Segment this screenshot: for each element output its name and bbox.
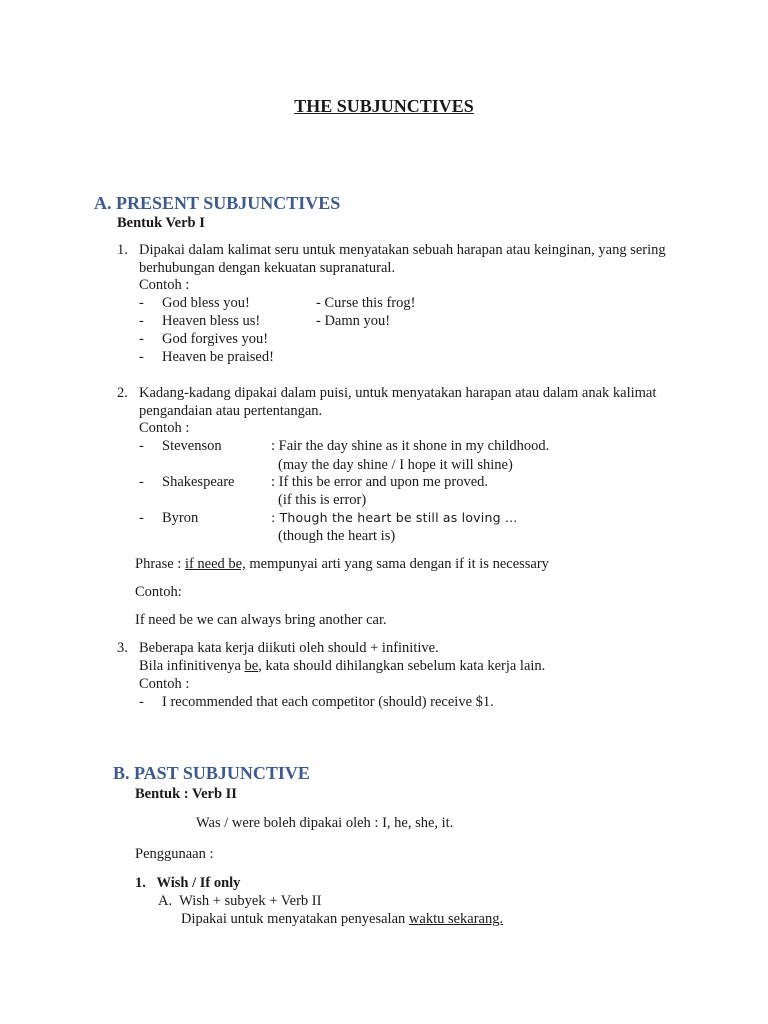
- section-a-form: Bentuk Verb I: [117, 215, 205, 231]
- poet-name-2: Shakespeare: [162, 474, 235, 490]
- usage-item-1a: A. Wish + subyek + Verb II: [158, 893, 322, 909]
- item1-example-1a: God bless you!: [162, 295, 250, 311]
- item3-line2-term: be: [244, 658, 259, 674]
- item3-line2-pre: Bila infinitivenya: [139, 658, 245, 674]
- item2-number: 2.: [117, 385, 128, 401]
- item1-example-3: God forgives you!: [162, 331, 269, 347]
- item3-line2-post: , kata should dihilangkan sebelum kata kerja lain.: [258, 658, 546, 674]
- item2-line2: pengandaian atau pertentangan.: [139, 403, 323, 419]
- item1-example-1b: - Curse this frog!: [316, 295, 416, 311]
- phrase-meaning: mempunyai arti yang sama dengan if it is necessary: [245, 556, 549, 572]
- item1-example-2b: - Damn you!: [316, 313, 391, 329]
- item3-example: I recommended that each competitor (should) receive $1.: [162, 694, 494, 710]
- was-were-note: Was / were boleh dipakai oleh : I, he, she, it.: [196, 815, 454, 831]
- poet-note-1: (may the day shine / I hope it will shine): [278, 457, 513, 473]
- page-title: THE SUBJUNCTIVES: [294, 96, 474, 116]
- usage-label: Penggunaan :: [135, 846, 214, 862]
- item2-contoh: Contoh :: [139, 420, 190, 436]
- item1-number: 1.: [117, 242, 128, 258]
- usage-item-1: 1. Wish / If only: [135, 875, 241, 891]
- usage-desc-pre: Dipakai untuk menyatakan penyesalan: [181, 911, 409, 927]
- item1-contoh: Contoh :: [139, 277, 190, 293]
- section-a-heading: A. PRESENT SUBJUNCTIVES: [94, 193, 341, 213]
- bullet-dash: -: [139, 474, 144, 490]
- bullet-dash: -: [139, 349, 144, 365]
- item3-number: 3.: [117, 640, 128, 656]
- section-b-heading: B. PAST SUBJUNCTIVE: [113, 763, 310, 783]
- bullet-dash: -: [139, 438, 144, 454]
- item2-line1: Kadang-kadang dipakai dalam puisi, untuk menyatakan harapan atau dalam anak kalimat: [139, 385, 657, 401]
- item1-example-2a: Heaven bless us!: [162, 313, 261, 329]
- item3-line1: Beberapa kata kerja diikuti oleh should + infinitive.: [139, 640, 439, 656]
- item1-example-4: Heaven be praised!: [162, 349, 274, 365]
- item1-line1: Dipakai dalam kalimat seru untuk menyatakan sebuah harapan atau keinginan, yang sering: [139, 242, 666, 258]
- phrase-label: Phrase :: [135, 556, 185, 572]
- phrase-line: [135, 555, 549, 573]
- item3-contoh: Contoh :: [139, 676, 190, 692]
- usage-item-1a-desc: [181, 910, 503, 928]
- bullet-dash: -: [139, 694, 144, 710]
- poet-name-1: Stevenson: [162, 438, 222, 454]
- poet-quote-3: : Though the heart be still as loving …: [271, 510, 518, 525]
- usage-desc-term: waktu sekarang.: [408, 911, 504, 927]
- poet-quote-1: : Fair the day shine as it shone in my childhood.: [271, 438, 550, 454]
- bullet-dash: -: [139, 510, 144, 526]
- poet-quote-2: : If this be error and upon me proved.: [271, 474, 489, 490]
- bullet-dash: -: [139, 313, 144, 329]
- bullet-dash: -: [139, 331, 144, 347]
- item1-line2: berhubungan dengan kekuatan supranatural.: [139, 260, 396, 276]
- poet-note-2: (if this is error): [278, 492, 367, 508]
- bullet-dash: -: [139, 295, 144, 311]
- poet-name-3: Byron: [162, 510, 199, 526]
- phrase-contoh: Contoh:: [135, 584, 182, 600]
- phrase-term: if need be,: [184, 556, 246, 572]
- item3-line2: [139, 657, 545, 675]
- phrase-example: If need be we can always bring another car.: [135, 612, 387, 628]
- section-b-form: Bentuk : Verb II: [135, 786, 237, 802]
- poet-note-3: (though the heart is): [278, 528, 396, 544]
